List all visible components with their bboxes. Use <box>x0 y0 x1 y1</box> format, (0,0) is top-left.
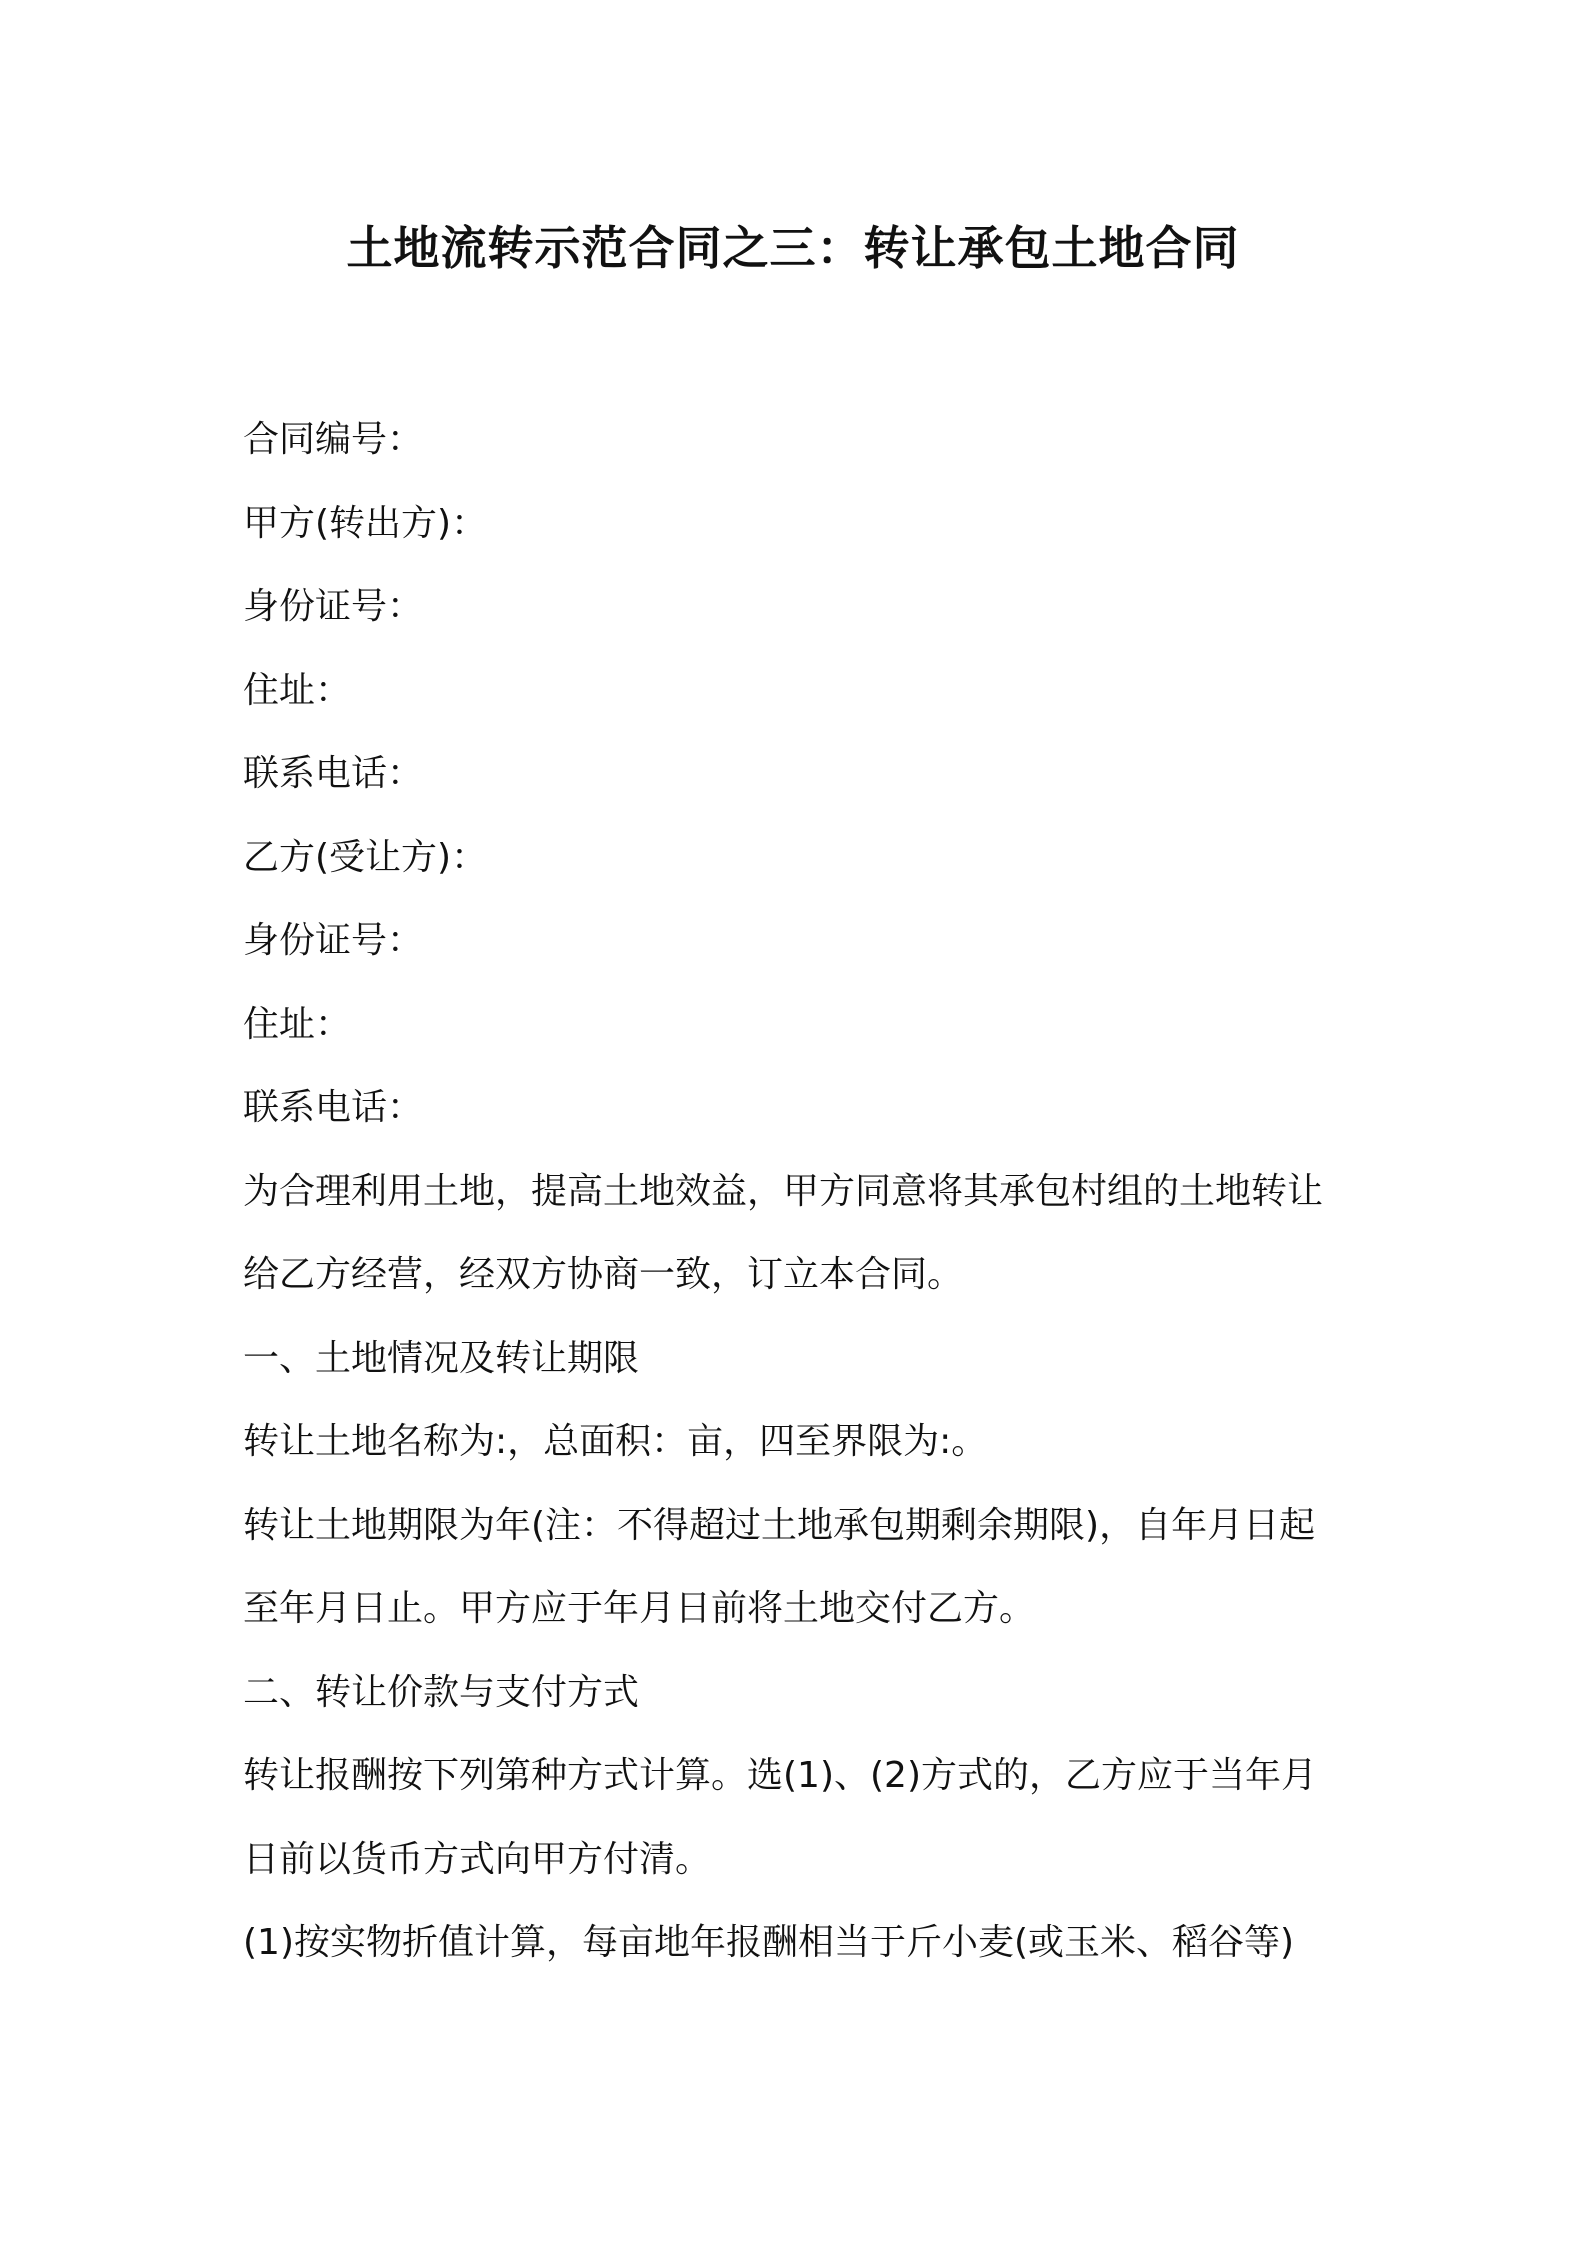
preamble-line-2: 给乙方经营，经双方协商一致，订立本合同。 <box>243 1254 964 1295</box>
section-2-paragraph-line: 日前以货币方式向甲方付清。 <box>243 1838 712 1880</box>
section-2-paragraph-line: (1)按实物折值计算，每亩地年报酬相当于斤小麦(或玉米、稻谷等) <box>243 1922 1295 1963</box>
section-1-paragraph-line: 转让土地名称为:，总面积：亩，四至界限为:。 <box>243 1421 988 1462</box>
field-party-a-phone: 联系电话： <box>243 753 424 794</box>
section-1-paragraph-line: 转让土地期限为年(注：不得超过土地承包期剩余期限)，自年月日起 <box>243 1504 1316 1546</box>
section-2-paragraph-line: 转让报酬按下列第种方式计算。选(1)、(2)方式的，乙方应于当年月 <box>243 1755 1317 1796</box>
section-heading-1: 一、土地情况及转让期限 <box>243 1337 640 1379</box>
field-party-a-id-number: 身份证号： <box>243 586 424 627</box>
section-1-paragraph-line: 至年月日止。甲方应于年月日前将土地交付乙方。 <box>243 1588 1036 1629</box>
field-party-b: 乙方(受让方)： <box>243 836 488 878</box>
field-party-b-id-number: 身份证号： <box>243 920 424 961</box>
field-party-a-address: 住址： <box>243 669 352 711</box>
field-party-b-address: 住址： <box>243 1003 352 1045</box>
field-party-b-phone: 联系电话： <box>243 1087 424 1128</box>
document-title: 土地流转示范合同之三：转让承包土地合同 <box>346 221 1240 275</box>
field-contract-number: 合同编号： <box>243 419 424 460</box>
document-body <box>243 398 1363 1985</box>
section-heading-2: 二、转让价款与支付方式 <box>243 1671 640 1713</box>
field-party-a: 甲方(转出方)： <box>243 502 488 544</box>
preamble-line-1: 为合理利用土地，提高土地效益，甲方同意将其承包村组的土地转让 <box>243 1170 1324 1212</box>
